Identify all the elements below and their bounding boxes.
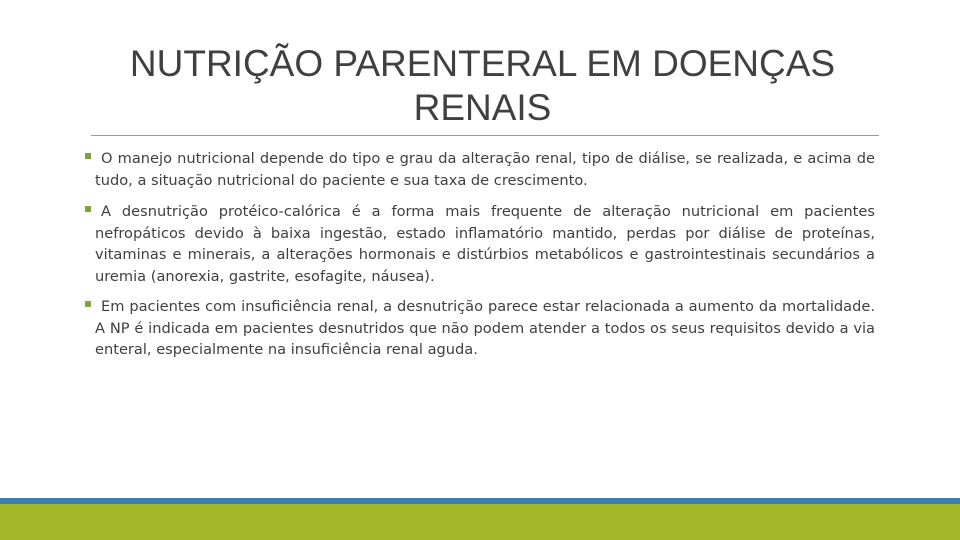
footer-green-band <box>0 504 960 540</box>
title-line-2: RENAIS <box>413 87 552 128</box>
square-bullet-icon <box>85 206 91 212</box>
square-bullet-icon <box>85 153 91 159</box>
bullet-text: O manejo nutricional depende do tipo e grau da alteração renal, tipo de diálise, se realizada, e acima de tudo, a situação nutricional do paciente e sua taxa de crescimento. <box>95 150 875 189</box>
title-line-1: NUTRIÇÃO PARENTERAL EM DOENÇAS <box>129 43 836 84</box>
bullet-text: A desnutrição protéico-calórica é a forma mais frequente de alteração nutricional em pacientes nefropáticos devido à baixa ingestão, estado inflamatório mantido, perdas por diálise de proteínas, vitaminas e minerais, a alterações hormonais e distúrbios metabólicos e gastrointestinais secundários a uremia (anorexia, gastrite, esofagite, náusea). <box>95 203 875 285</box>
bullet-item <box>86 296 875 361</box>
title-divider <box>91 135 879 136</box>
square-bullet-icon <box>85 301 91 307</box>
bullet-item <box>86 148 875 191</box>
bullet-list <box>86 148 875 361</box>
bullet-text: Em pacientes com insuficiência renal, a desnutrição parece estar relacionada a aumento da mortalidade. A NP é indicada em pacientes desnutridos que não podem atender a todos os seus requisitos devido a via enteral, especialmente na insuficiência renal aguda. <box>95 298 875 358</box>
bullet-item <box>86 201 875 287</box>
slide-title <box>100 42 865 130</box>
